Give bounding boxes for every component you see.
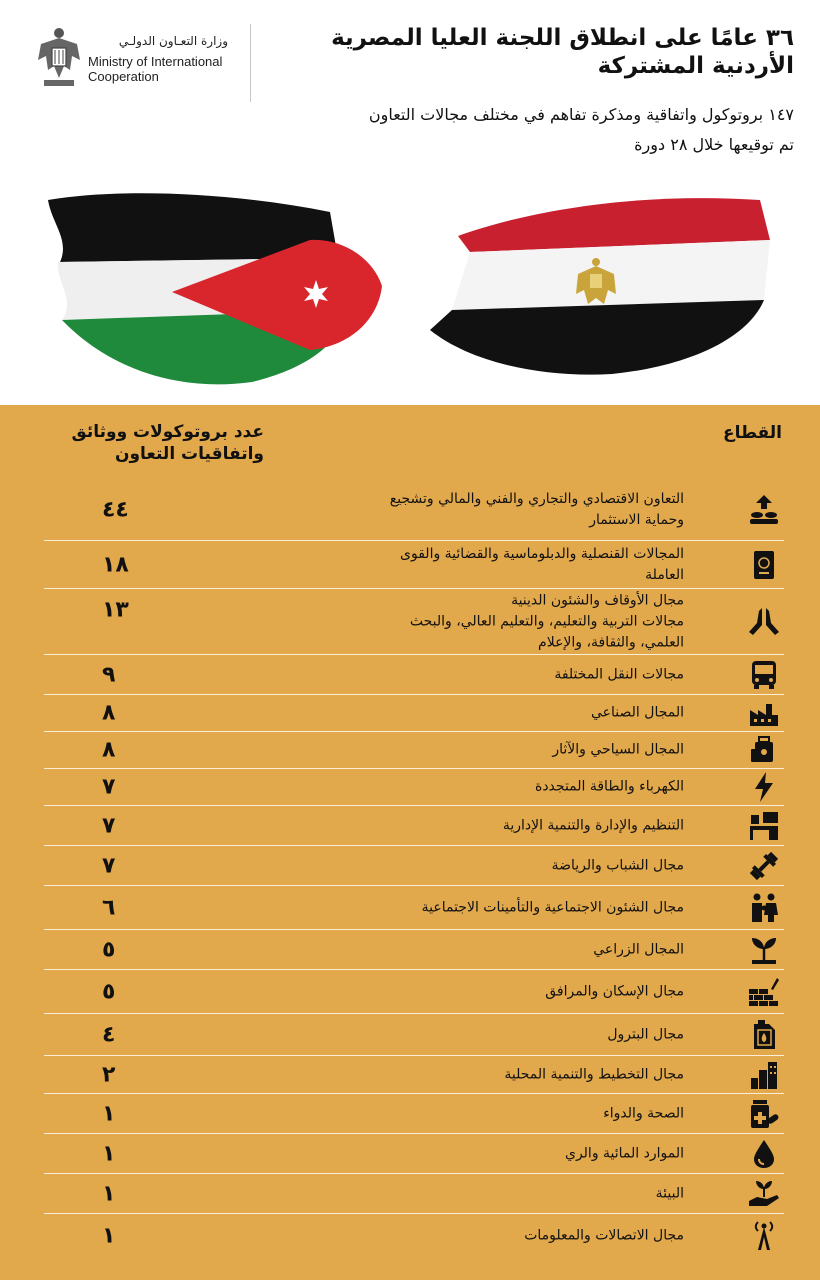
factory-icon xyxy=(744,693,784,733)
row-label-line2: العاملة xyxy=(645,566,684,583)
lightning-icon xyxy=(744,767,784,807)
row-label xyxy=(264,855,684,876)
row-label xyxy=(264,981,684,1002)
row-label-line3: العلمي، والثقافة، والإعلام xyxy=(538,634,684,650)
table-row xyxy=(44,1056,784,1094)
water-drop-icon xyxy=(744,1134,784,1174)
dumbbell-icon xyxy=(744,846,784,886)
egypt-eagle-emblem-icon xyxy=(36,26,82,88)
row-label xyxy=(264,897,684,918)
row-label-line1: الصحة والدواء xyxy=(603,1105,684,1121)
family-icon xyxy=(744,888,784,928)
flags-illustration xyxy=(0,170,820,400)
sector-rows xyxy=(44,479,784,1258)
row-label xyxy=(264,1024,684,1045)
row-label-line1: مجال الأوقاف والشئون الدينية xyxy=(511,592,684,608)
row-label-line1: مجال الشباب والرياضة xyxy=(551,857,684,873)
medicine-icon xyxy=(744,1094,784,1134)
table-row xyxy=(44,1094,784,1134)
row-label xyxy=(264,939,684,960)
row-count: ٨ xyxy=(102,737,116,763)
subtitle-line2: تم توقيعها خلال ٢٨ دورة xyxy=(634,135,794,154)
row-count: ٧ xyxy=(102,774,116,800)
row-label-line1: الموارد المائية والري xyxy=(564,1145,684,1161)
table-row xyxy=(44,732,784,769)
row-label xyxy=(264,1103,684,1124)
header xyxy=(0,0,820,405)
table-row xyxy=(44,1134,784,1174)
row-label-line2: مجالات التربية والتعليم، والتعليم العالي، والبحث xyxy=(409,613,684,629)
table-row xyxy=(44,886,784,930)
table-row xyxy=(44,589,784,655)
row-label-line1: المجال السياحي والآثار xyxy=(552,741,684,758)
page-title: ٣٦ عامًا على انطلاق اللجنة العليا المصرية الأردنية المشتركة xyxy=(331,25,794,79)
row-count: ١٣ xyxy=(102,597,129,623)
row-count: ٥ xyxy=(102,937,116,962)
row-label-line1: مجالات النقل المختلفة xyxy=(554,666,684,682)
count-column-header xyxy=(44,421,264,465)
row-label-line1: التنظيم والإدارة والتنمية الإدارية xyxy=(502,817,684,833)
jordan-flag xyxy=(48,193,382,384)
row-label xyxy=(264,703,684,724)
antenna-tower-icon xyxy=(744,1216,784,1256)
table-row xyxy=(44,1214,784,1258)
row-label xyxy=(264,489,684,531)
ministry-arabic-name: وزارة التعـاون الدولـي xyxy=(118,34,228,48)
row-count: ٤ xyxy=(102,1022,116,1047)
row-count: ٢ xyxy=(102,1062,116,1087)
bus-icon xyxy=(744,655,784,695)
ministry-english-name-line1: Ministry of International xyxy=(88,54,223,69)
office-desk-icon xyxy=(744,806,784,846)
row-label xyxy=(264,590,684,653)
row-label xyxy=(264,815,684,836)
table-row xyxy=(44,930,784,970)
row-label-line1: التعاون الاقتصادي والتجاري والفني والمالي وتشجيع xyxy=(389,490,684,507)
row-label-line2: وحماية الاستثمار xyxy=(589,511,684,528)
row-label-line1: مجال الشئون الاجتماعية والتأمينات الاجتماعية xyxy=(421,899,684,915)
ministry-logo xyxy=(36,26,256,96)
row-label-line1: مجال البترول xyxy=(607,1026,684,1042)
row-count: ٧ xyxy=(102,853,116,878)
table-row xyxy=(44,479,784,541)
praying-hands-icon xyxy=(744,602,784,642)
row-count: ١٨ xyxy=(102,552,129,577)
row-label-line1: مجال التخطيط والتنمية المحلية xyxy=(504,1066,684,1082)
row-label xyxy=(264,1183,684,1204)
page-subtitle xyxy=(234,100,794,160)
row-label-line1: مجال الاتصالات والمعلومات xyxy=(524,1227,684,1244)
cooperation-table-panel xyxy=(0,405,820,1280)
egypt-flag xyxy=(430,198,770,375)
row-label-line1: المجال الصناعي xyxy=(591,704,684,721)
row-label xyxy=(264,1143,684,1164)
row-count: ٦ xyxy=(102,895,116,920)
row-count: ١ xyxy=(102,1223,116,1249)
table-row xyxy=(44,1174,784,1214)
row-label xyxy=(264,1064,684,1085)
table-row xyxy=(44,541,784,589)
row-label xyxy=(264,740,684,761)
row-count: ٤٤ xyxy=(102,497,129,522)
table-row xyxy=(44,846,784,886)
row-count: ١ xyxy=(102,1141,116,1166)
row-count: ١ xyxy=(102,1181,116,1206)
row-label-line1: المجال الزراعي xyxy=(593,941,684,957)
passport-icon xyxy=(744,545,784,585)
row-label xyxy=(264,664,684,685)
table-row xyxy=(44,806,784,846)
row-count: ٧ xyxy=(102,813,116,838)
header-divider xyxy=(250,24,251,102)
row-label-line1: المجالات القنصلية والدبلوماسية والقضائية والقوى xyxy=(400,545,684,562)
subtitle-line1: ١٤٧ بروتوكول واتفاقية ومذكرة تفاهم في مختلف مجالات التعاون xyxy=(368,105,794,124)
sprout-icon xyxy=(744,930,784,970)
jerrycan-icon xyxy=(744,1015,784,1055)
row-label-line1: الكهرباء والطاقة المتجددة xyxy=(534,778,684,795)
table-row xyxy=(44,695,784,732)
row-count: ١ xyxy=(102,1101,116,1126)
row-label xyxy=(264,1226,684,1247)
count-header-line1: عدد بروتوكولات ووثائق xyxy=(71,422,264,442)
luggage-icon xyxy=(744,730,784,770)
row-label-line1: البيئة xyxy=(655,1185,684,1201)
row-label xyxy=(264,544,684,586)
table-row xyxy=(44,1014,784,1056)
table-row xyxy=(44,655,784,695)
row-count: ٥ xyxy=(102,979,116,1004)
count-header-line2: واتفاقيات التعاون xyxy=(114,444,264,464)
ministry-english-name-line2: Cooperation xyxy=(88,69,159,84)
row-label-line1: مجال الإسكان والمرافق xyxy=(545,983,684,999)
table-row xyxy=(44,970,784,1014)
table-row xyxy=(44,769,784,806)
row-label xyxy=(264,777,684,798)
investment-coins-icon xyxy=(744,490,784,530)
city-buildings-icon xyxy=(744,1055,784,1095)
row-count: ٨ xyxy=(102,700,116,726)
sector-column-header: القطاع xyxy=(722,423,782,443)
row-count: ٩ xyxy=(102,662,116,687)
bricks-icon xyxy=(744,972,784,1012)
hand-plant-icon xyxy=(744,1174,784,1214)
